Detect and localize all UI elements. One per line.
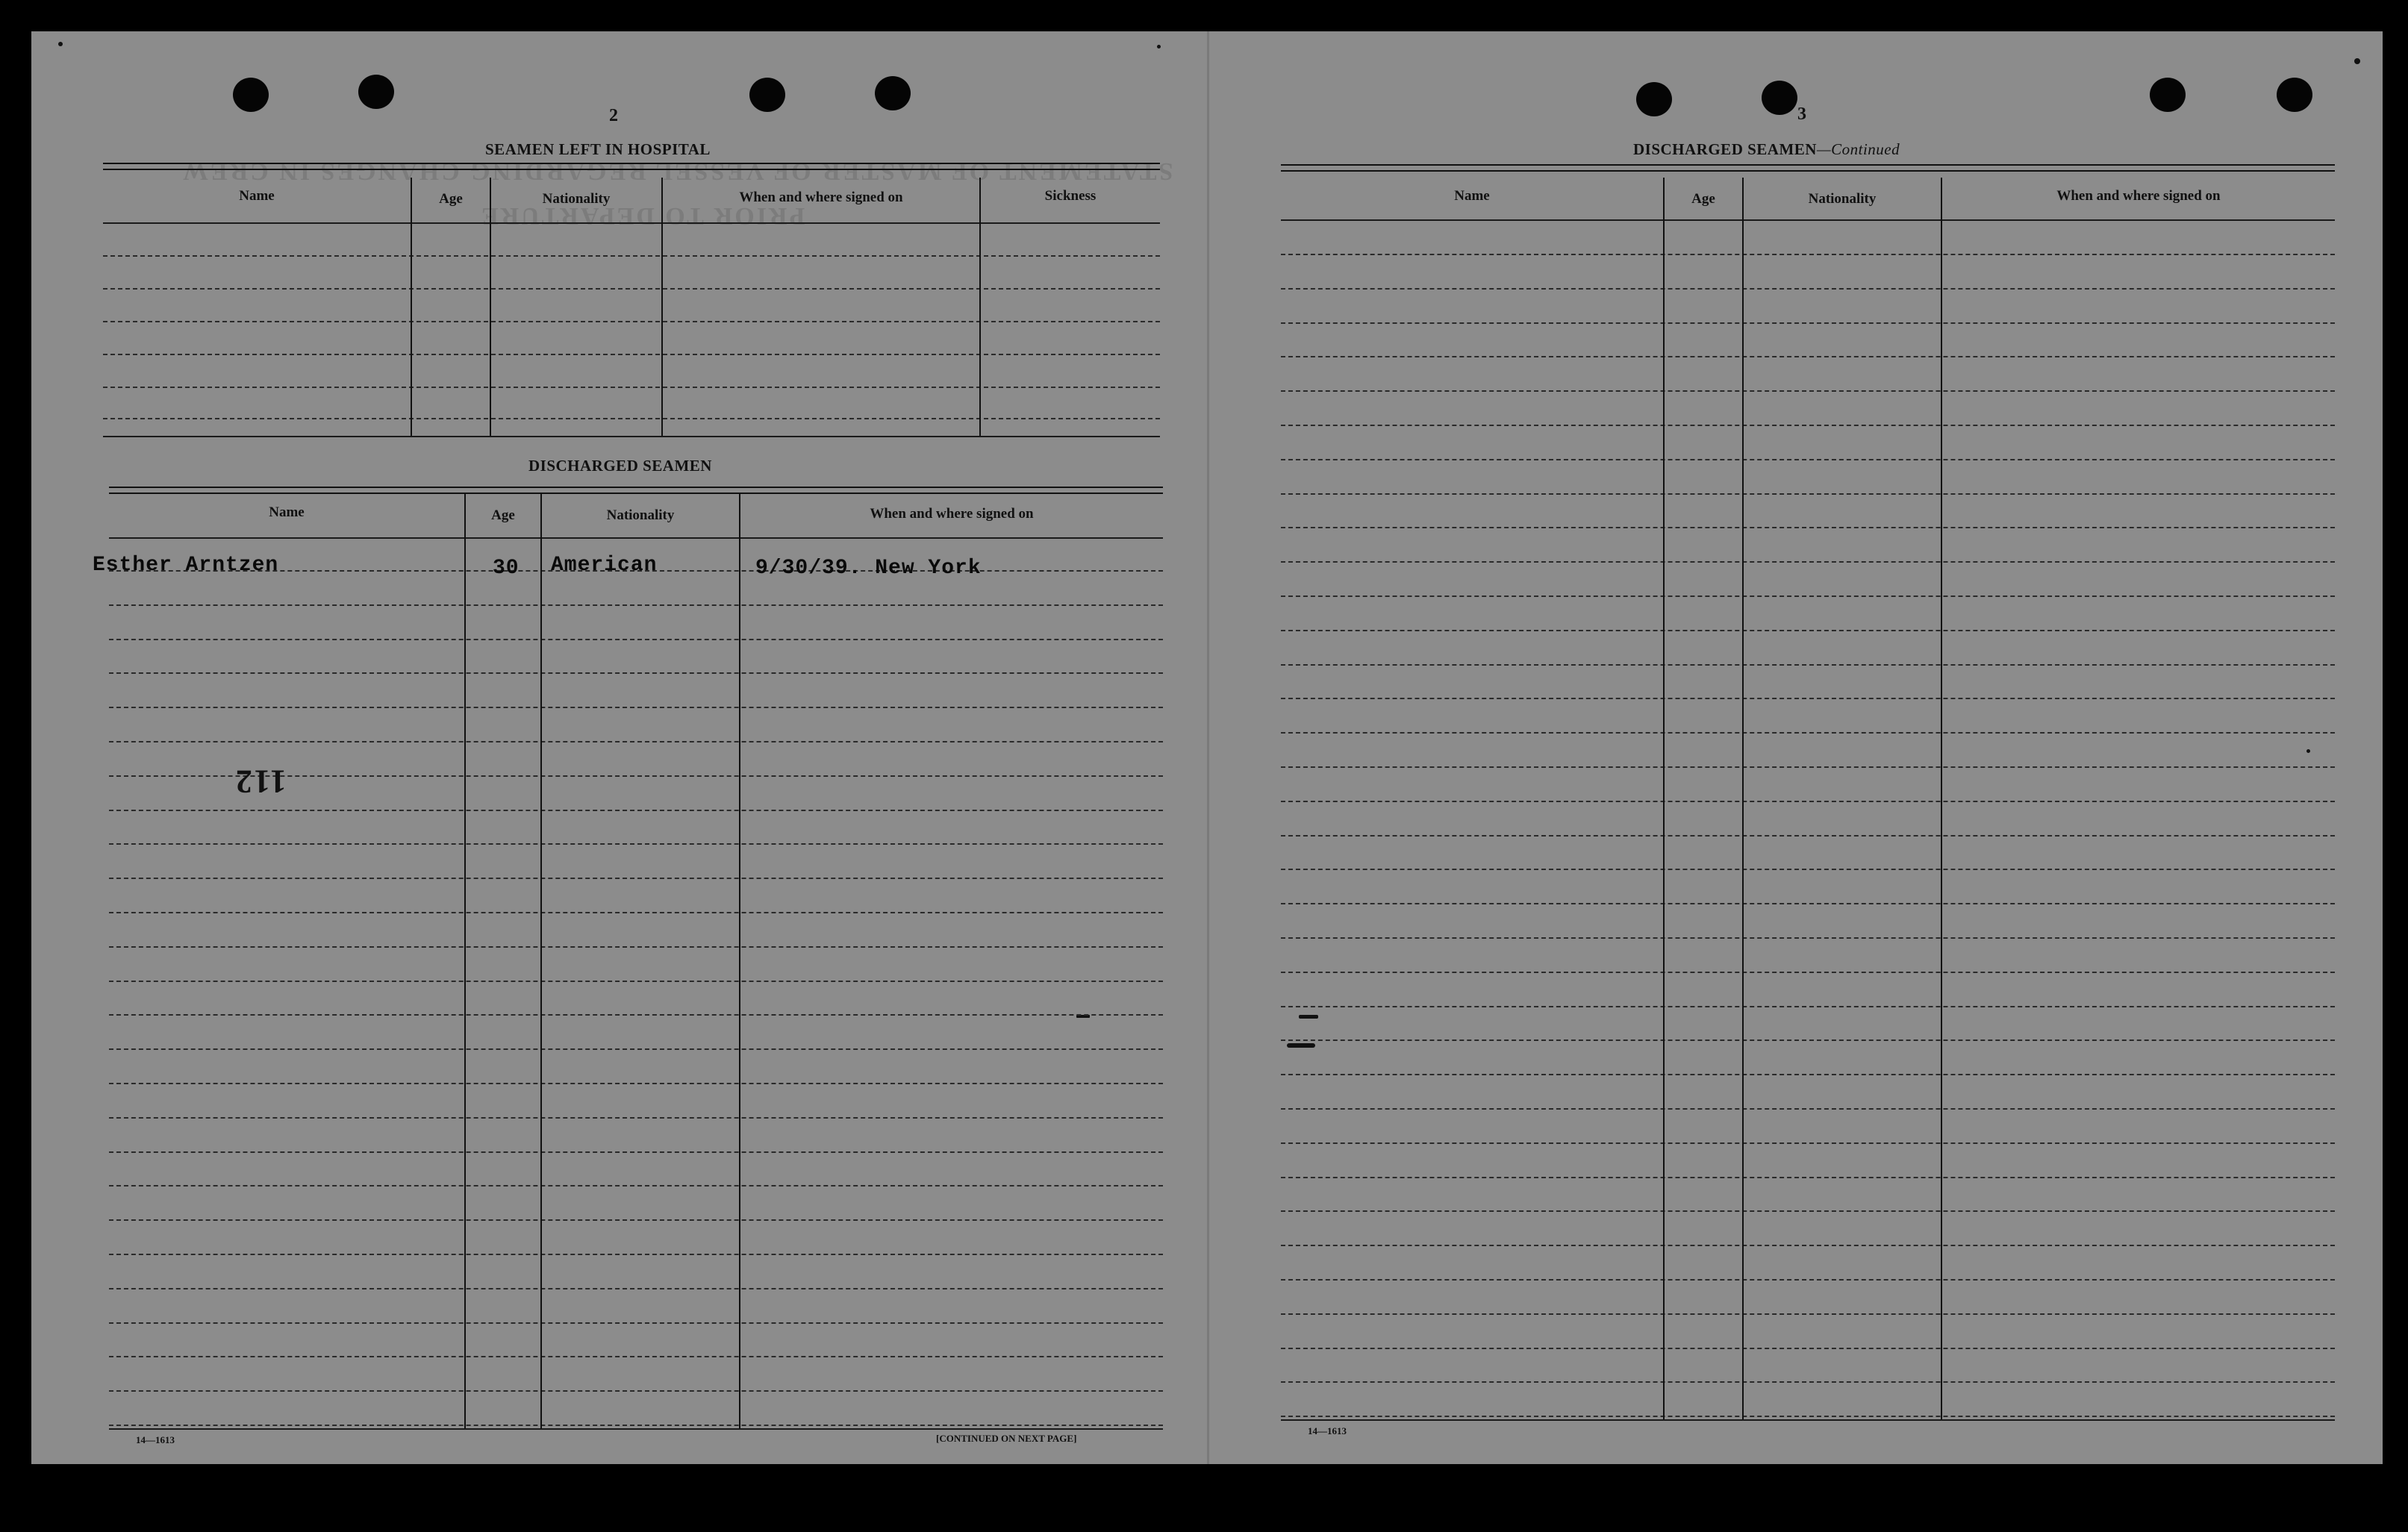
discharged-col-divider: [464, 494, 466, 1428]
ruled-line: [1281, 288, 2335, 290]
hospital-header-rule: [103, 222, 1160, 224]
hospital-col-name: Name: [239, 188, 275, 204]
right-section-title-main: DISCHARGED SEAMEN: [1633, 140, 1817, 158]
speck: [2354, 58, 2360, 64]
discharged-col-name: Name: [269, 504, 305, 520]
speck: [2306, 749, 2310, 753]
punch-hole: [2150, 78, 2186, 112]
hospital-top-rule: [103, 163, 1160, 170]
ruled-line: [1281, 1348, 2335, 1349]
hospital-col-signed-on: When and where signed on: [739, 190, 903, 205]
ruled-line: [109, 1254, 1163, 1255]
ruled-line: [109, 810, 1163, 811]
ruled-line: [1281, 1039, 2335, 1041]
hospital-row-line: [103, 288, 1160, 290]
ruled-line: [109, 1014, 1163, 1016]
hospital-row-line: [103, 255, 1160, 257]
ruled-line: [109, 946, 1163, 948]
ruled-line: [1281, 972, 2335, 973]
right-col-name: Name: [1454, 188, 1490, 204]
ruled-line: [1281, 1142, 2335, 1144]
ruled-line: [109, 1356, 1163, 1357]
ruled-line: [1281, 1074, 2335, 1075]
ruled-line: [1281, 527, 2335, 528]
ruled-line: [109, 981, 1163, 982]
punch-hole: [358, 75, 394, 109]
ruled-line: [109, 604, 1163, 606]
ruled-line: [1281, 766, 2335, 768]
right-col-divider: [1941, 178, 1942, 1419]
ruled-line: [1281, 869, 2335, 870]
ruled-line: [1281, 1381, 2335, 1383]
ruled-line: [1281, 1313, 2335, 1315]
discharged-top-rule: [109, 487, 1163, 494]
ruled-line: [1281, 903, 2335, 904]
ruled-line: [1281, 493, 2335, 495]
right-bottom-rule: [1281, 1419, 2335, 1421]
ruled-line: [109, 672, 1163, 674]
punch-hole: [749, 78, 785, 112]
punch-hole: [875, 76, 911, 110]
ruled-line: [109, 1288, 1163, 1289]
ruled-line: [109, 639, 1163, 640]
ruled-line: [109, 1048, 1163, 1050]
hospital-col-sickness: Sickness: [1044, 188, 1097, 204]
ruled-line: [1281, 1416, 2335, 1417]
ruled-line: [1281, 1279, 2335, 1281]
ruled-line: [109, 1117, 1163, 1119]
hospital-col-divider: [490, 178, 491, 436]
ruled-line: [1281, 1177, 2335, 1178]
ruled-line: [109, 1425, 1163, 1426]
hospital-bottom-rule: [103, 436, 1160, 437]
hospital-row-line: [103, 387, 1160, 388]
ruled-line: [109, 741, 1163, 742]
right-top-rule: [1281, 164, 2335, 172]
seaman-nationality: American: [551, 554, 658, 577]
seaman-signed-on: 9/30/39. New York: [755, 557, 982, 580]
right-col-divider: [1663, 178, 1665, 1419]
seaman-age: 30: [493, 557, 520, 580]
discharged-header-rule: [109, 537, 1163, 539]
ruled-line: [1281, 801, 2335, 802]
bleed-through-line-2: PRIOR TO DEPARTURE: [479, 202, 805, 230]
page-number: 3: [1797, 104, 1806, 124]
speck: [1299, 1015, 1318, 1019]
discharged-col-divider: [540, 494, 542, 1428]
ruled-line: [1281, 356, 2335, 357]
ruled-line: [109, 843, 1163, 845]
continued-note: [CONTINUED ON NEXT PAGE]: [936, 1433, 1077, 1444]
ruled-line: [1281, 459, 2335, 460]
ruled-line: [1281, 322, 2335, 324]
speck: [1287, 1043, 1315, 1048]
hospital-col-nationality: Nationality: [542, 191, 611, 207]
discharged-section-title: DISCHARGED SEAMEN: [528, 457, 712, 475]
hospital-col-age: Age: [439, 191, 463, 207]
right-header-rule: [1281, 219, 2335, 221]
page-number: 2: [609, 106, 618, 125]
ruled-line: [1281, 561, 2335, 563]
ruled-line: [1281, 254, 2335, 255]
ruled-line: [1281, 1210, 2335, 1212]
ruled-line: [109, 878, 1163, 879]
ruled-line: [1281, 698, 2335, 699]
punch-hole: [1762, 81, 1797, 115]
ruled-line: [1281, 390, 2335, 392]
right-section-title-suffix: —Continued: [1816, 140, 1900, 158]
form-number: 14—1613: [136, 1434, 175, 1445]
hospital-row-line: [103, 354, 1160, 355]
discharged-bottom-rule: [109, 1428, 1163, 1430]
speck: [58, 42, 63, 46]
discharged-col-divider: [739, 494, 740, 1428]
right-section-title: [1633, 140, 1900, 159]
right-col-age: Age: [1691, 191, 1715, 207]
ruled-line: [1281, 1006, 2335, 1007]
ruled-line: [109, 1322, 1163, 1324]
punch-hole: [1636, 82, 1672, 116]
speck: [1157, 45, 1161, 49]
hospital-row-line: [103, 321, 1160, 322]
ruled-line: [109, 912, 1163, 913]
seaman-name: Esther Arntzen: [93, 554, 279, 577]
ruled-line: [1281, 425, 2335, 426]
form-number: 14—1613: [1308, 1425, 1347, 1436]
document-sheet: [31, 31, 2383, 1464]
page-fold: [1207, 31, 1209, 1464]
ruled-line: [109, 1219, 1163, 1221]
right-col-divider: [1742, 178, 1744, 1419]
ruled-line: [1281, 835, 2335, 837]
ruled-line: [1281, 664, 2335, 666]
ruled-line: [1281, 732, 2335, 734]
hospital-col-divider: [411, 178, 412, 436]
punch-hole: [2277, 78, 2312, 112]
ruled-line: [1281, 1108, 2335, 1110]
ruled-line: [1281, 630, 2335, 631]
right-col-nationality: Nationality: [1808, 191, 1877, 207]
ruled-line: [1281, 1245, 2335, 1246]
hospital-col-divider: [661, 178, 663, 436]
punch-hole: [233, 78, 269, 112]
bleed-through-line-1: STATEMENT OF MASTER OF VESSEL REGARDING CHANGES IN CREW: [181, 157, 1173, 185]
ruled-line: [1281, 595, 2335, 597]
discharged-col-signed-on: When and where signed on: [870, 506, 1034, 522]
hospital-col-divider: [979, 178, 981, 436]
discharged-col-age: Age: [491, 507, 515, 523]
hospital-row-line: [103, 418, 1160, 419]
discharged-col-nationality: Nationality: [606, 507, 675, 523]
ruled-line: [109, 1185, 1163, 1186]
ruled-line: [109, 1083, 1163, 1084]
ruled-line: [109, 1390, 1163, 1392]
ruled-line: [109, 1151, 1163, 1153]
stamped-number: 112: [234, 763, 287, 800]
ruled-line: [1281, 937, 2335, 939]
ruled-line: [109, 707, 1163, 708]
hospital-section-title: SEAMEN LEFT IN HOSPITAL: [485, 140, 711, 158]
right-col-signed-on: When and where signed on: [2056, 188, 2221, 204]
